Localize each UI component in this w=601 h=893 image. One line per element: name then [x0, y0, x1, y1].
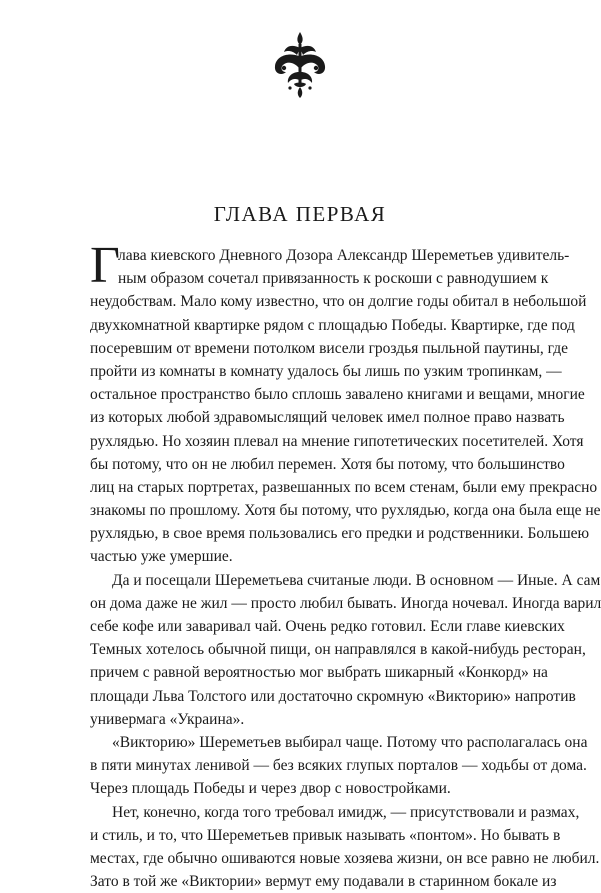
text-line: бы потому, что он не любил перемен. Хотя бы потому, что большинство [90, 455, 565, 473]
text-line: рухлядью, в свое время пользовались его предки и родственники. Большею [90, 525, 590, 543]
text-line: из которых любой здравомыслящий человек имел полное право назвать [90, 409, 565, 427]
text-line: «Викторию» Шереметьев выбирал чаще. Потому что располагалась она [112, 733, 588, 751]
text-line: посеревшим от времени потолком висели гроздья пыльной паутины, где [90, 339, 568, 357]
text-line: частью уже умершие. [90, 548, 233, 566]
text-line: местах, где обычно ошиваются новые хозяева жизни, он все равно не любил. [90, 849, 600, 867]
text-line: и стиль, и то, что Шереметьев привык называть «понтом». Но бывать в [90, 826, 561, 844]
text-line: Нет, конечно, когда того требовал имидж, — присутствовали и размах, [112, 803, 580, 821]
text-line: рухлядью. Но хозяин плевал на мнение гипотетических посетителей. Хотя [90, 432, 584, 450]
fleuron-ornament-icon [270, 30, 330, 100]
drop-cap: Г [90, 237, 121, 294]
text-line: лава киевского Дневного Дозора Александр Шереметьев удивитель- [118, 247, 570, 264]
text-line: причем с равной вероятностью мог выбрать шикарный «Конкорд» на [90, 664, 548, 682]
text-line: Через площадь Победы и через двор с новостройками. [90, 780, 451, 798]
text-line: пройти из комнаты в комнату удалось бы лишь по узким тропинкам, — [90, 362, 562, 380]
text-line: он дома даже не жил — просто любил бывать. Иногда ночевал. Иногда варил [90, 594, 601, 612]
text-line: в пяти минутах ленивой — без всяких глупых порталов — ходьбы от дома. [90, 757, 587, 775]
body-text [90, 244, 601, 893]
text-line: универмага «Украина». [90, 710, 245, 728]
text-line: двухкомнатной квартирке рядом с площадью Победы. Квартирке, где под [90, 316, 575, 334]
text-line: Зато в той же «Виктории» вермут ему подавали в старинном бокале из [90, 873, 557, 891]
text-line: ным образом сочетал привязанность к роскоши с равнодушием к [118, 270, 549, 288]
text-line: остальное пространство было сплошь завалено книгами и вещами, многие [90, 386, 585, 404]
text-line: лиц на старых портретах, развешанных по всем стенам, были ему прекрасно [90, 478, 598, 496]
text-line: Темных хотелось обычной пищи, он направлялся в какой-нибудь ресторан, [90, 641, 586, 659]
text-line: Да и посещали Шереметьева считаные люди. В основном — Иные. А сам [112, 571, 601, 589]
text-line: неудобствам. Мало кому известно, что он долгие годы обитал в небольшой [90, 293, 587, 311]
chapter-title: ГЛАВА ПЕРВАЯ [213, 202, 387, 226]
text-line: площади Льва Толстого или достаточно скромную «Викторию» напротив [90, 687, 576, 705]
text-line: себе кофе или заваривал чай. Очень редко готовил. Если главе киевских [90, 618, 565, 635]
text-line: знакомы по прошлому. Хотя бы потому, что рухлядью, когда она была еще не [90, 502, 601, 520]
